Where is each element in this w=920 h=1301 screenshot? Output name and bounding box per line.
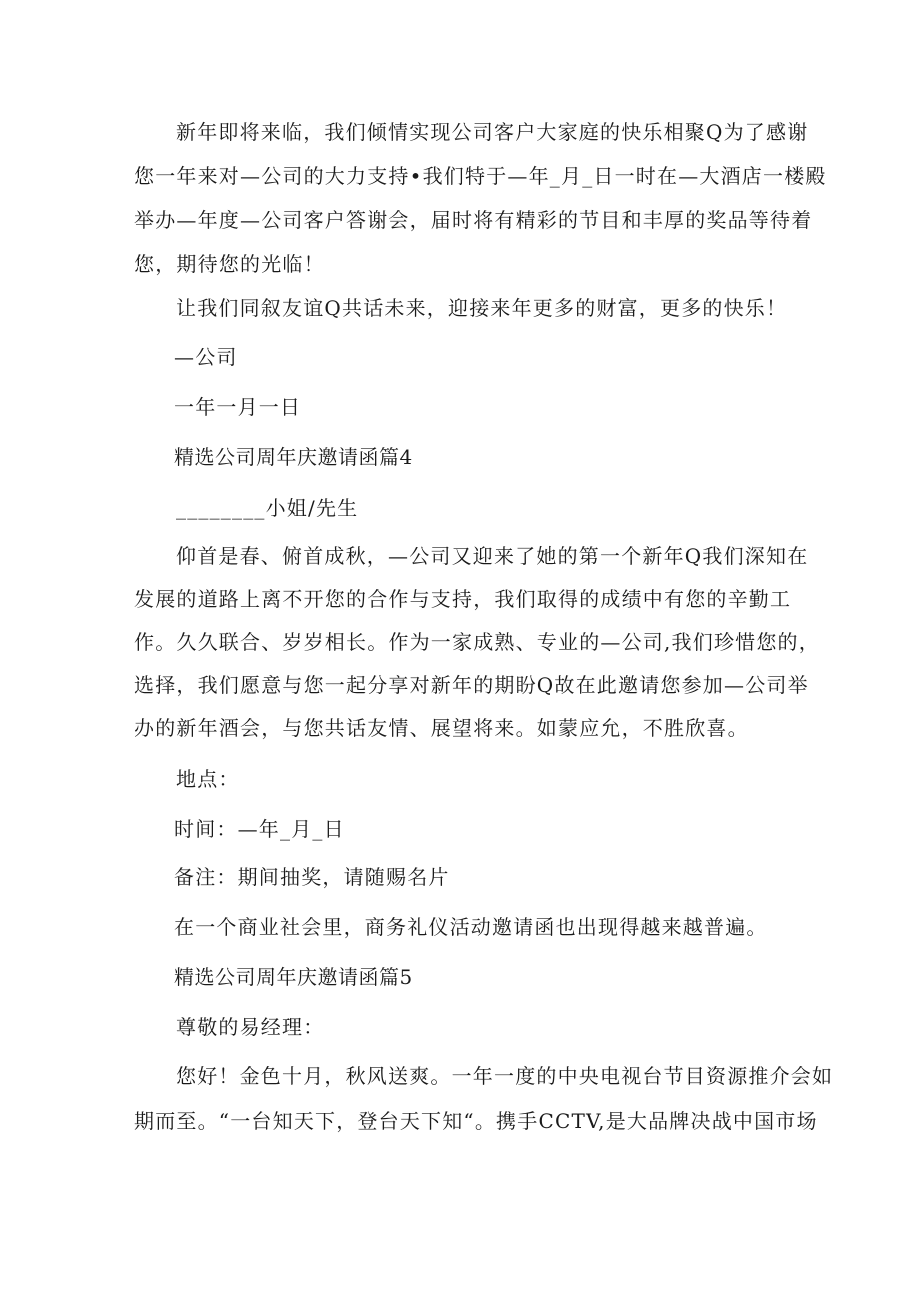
paragraph-line: 您好！金色十月，秋风送爽。一年一度的中央电视台节目资源推介会如 [176,1064,834,1088]
salutation-line: ________小姐/先生 [176,496,359,520]
paragraph-line: 办的新年酒会，与您共话友情、展望将来。如蒙应允，不胜欣喜。 [134,716,749,740]
paragraph-line: 新年即将来临，我们倾情实现公司客户大家庭的快乐相聚Q为了感谢 [176,120,809,144]
paragraph-line: 举办—年度—公司客户答谢会，届时将有精彩的节目和丰厚的奖品等待着 [134,208,813,232]
paragraph-line: 作。久久联合、岁岁相长。作为一家成熟、专业的—公司,我们珍惜您的， [134,630,820,654]
paragraph-line: 在一个商业社会里，商务礼仪活动邀请函也出现得越来越普遍。 [174,915,768,939]
paragraph-line: 您，期待您的光临！ [134,252,325,276]
paragraph-line: 您一年来对—公司的大力支持•我们特于—年_月_日一时在—大酒店一楼殿 [134,164,827,188]
paragraph-line: 仰首是春、俯首成秋，—公司又迎来了她的第一个新年Q我们深知在 [176,544,809,568]
note-line: 备注：期间抽奖，请随赐名片 [174,865,450,889]
paragraph-line: 让我们同叙友谊Q共话未来，迎接来年更多的财富，更多的快乐！ [176,296,788,320]
section-heading-5: 精选公司周年庆邀请函篇5 [174,965,413,989]
section-heading-4: 精选公司周年庆邀请函篇4 [174,445,413,469]
signature-date: 一年一月一日 [174,395,302,419]
paragraph-line: 选择，我们愿意与您一起分享对新年的期盼Q故在此邀请您参加—公司举 [134,673,809,697]
paragraph-line: 期而至。“一台知天下，登台天下知“。携手CCTV,是大品牌决战中国市场 [134,1109,818,1133]
paragraph-line: 发展的道路上离不开您的合作与支持，我们取得的成绩中有您的辛勤工 [134,587,792,611]
salutation-line: 尊敬的易经理： [176,1015,325,1039]
location-line: 地点： [176,767,240,791]
time-line: 时间：—年_月_日 [174,817,345,841]
signature-company: —公司 [174,345,238,369]
